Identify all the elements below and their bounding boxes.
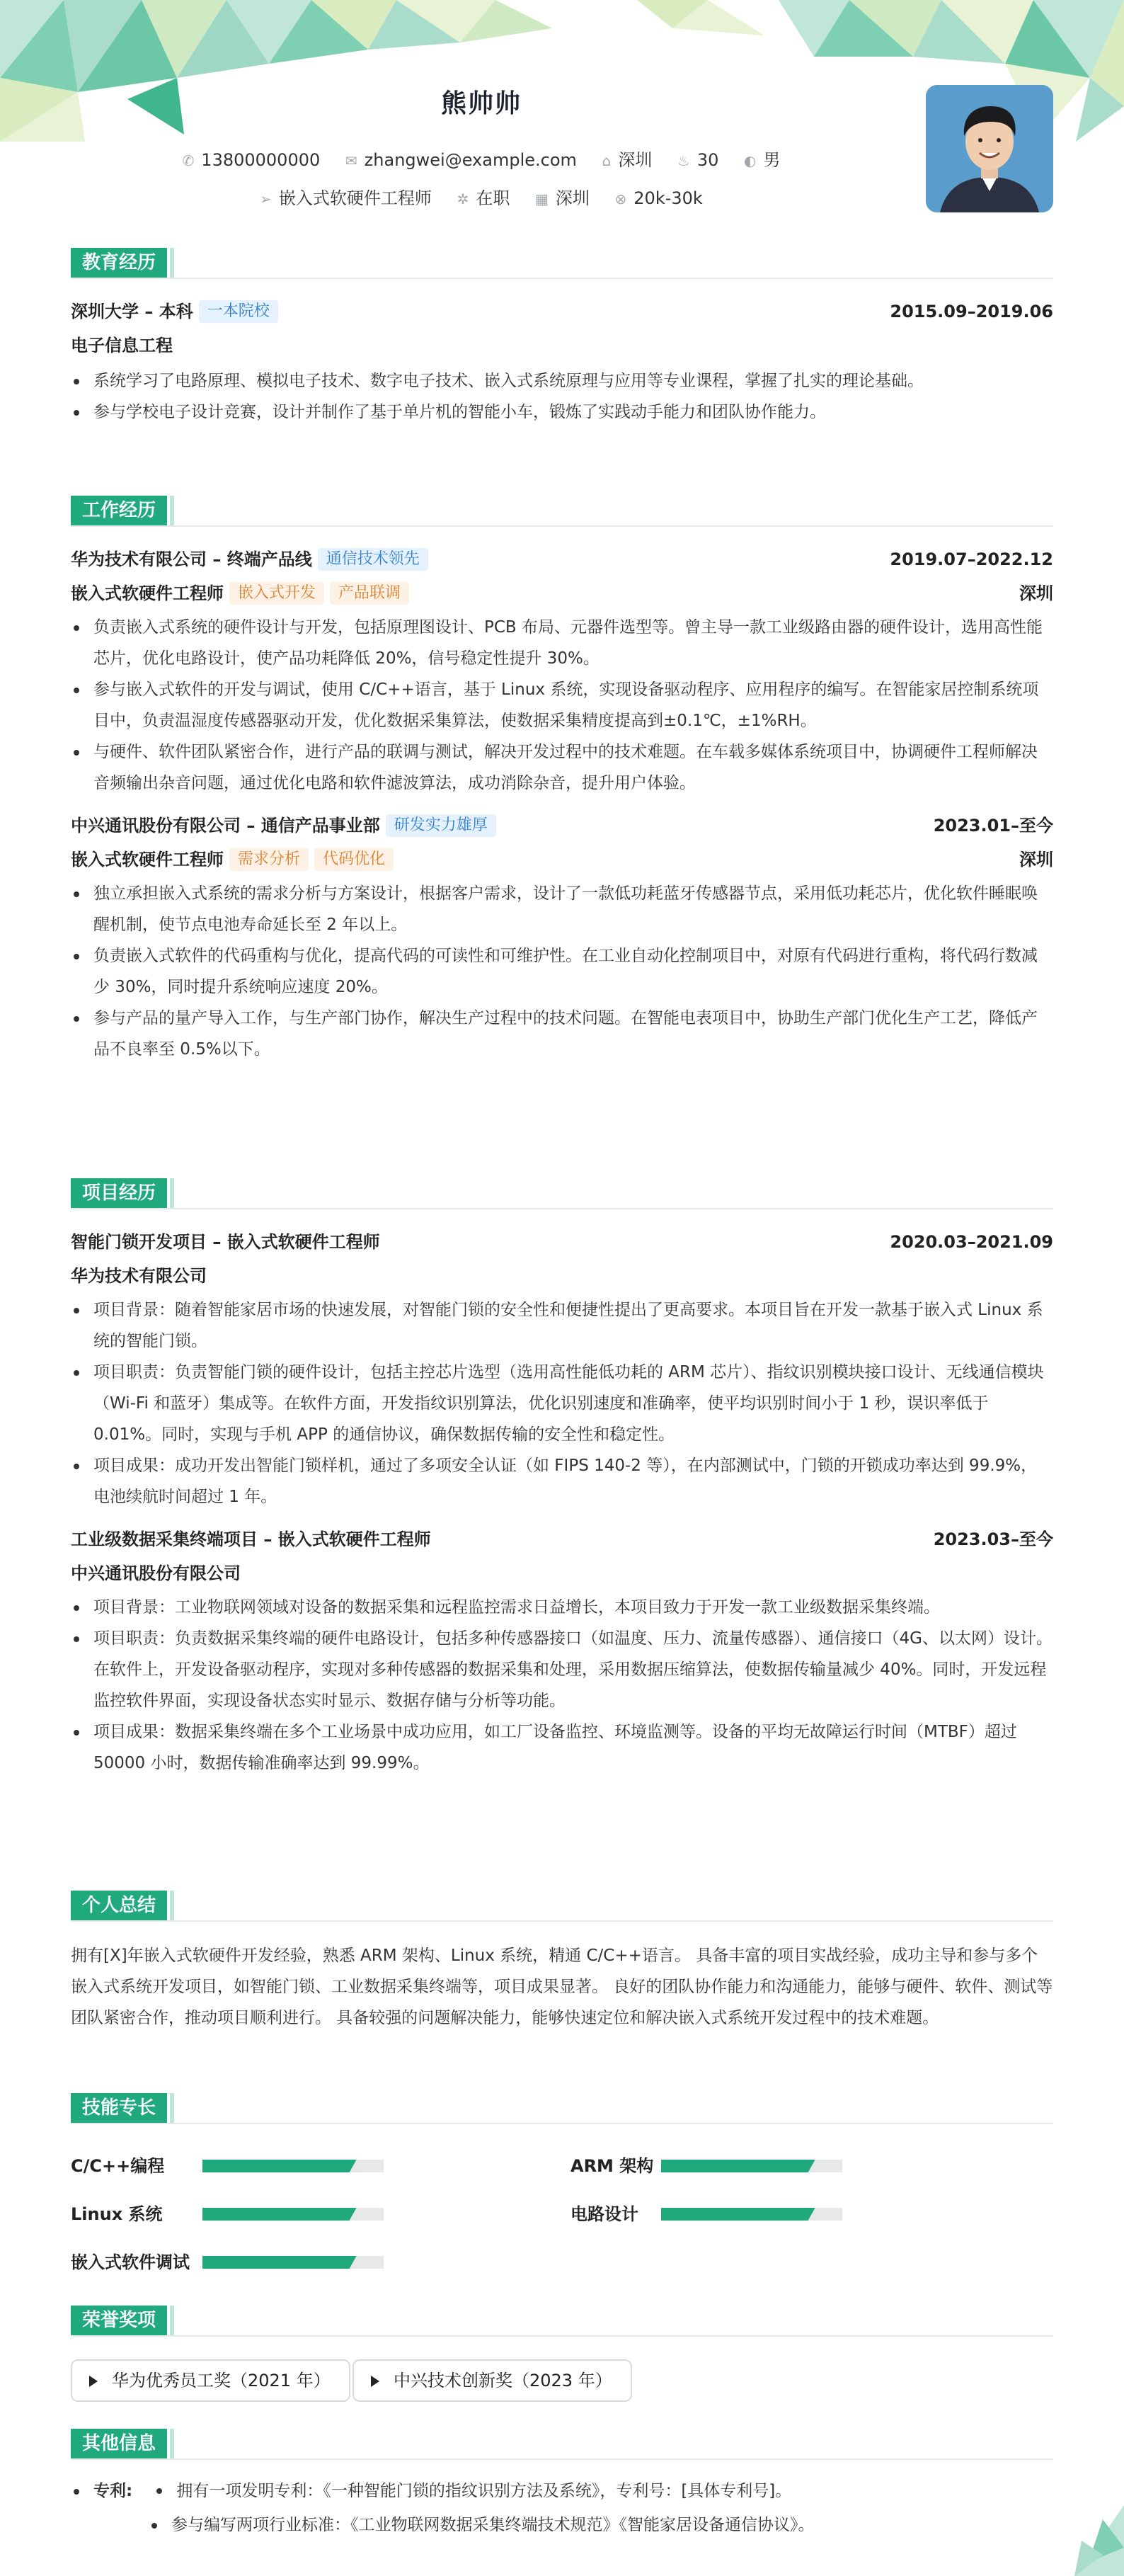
status-item	[457, 184, 510, 209]
skill-name: 嵌入式软件调试	[71, 2252, 190, 2272]
skill-item	[71, 2204, 467, 2225]
job-intention	[71, 184, 892, 209]
skill-name: 电路设计	[570, 2204, 638, 2224]
company-badge: 研发实力雄厚	[386, 814, 496, 837]
phone-icon: ✆	[182, 152, 195, 169]
education-bullets	[71, 365, 1053, 428]
job-role: 嵌入式软硬件工程师	[71, 850, 224, 870]
list-item: 与硬件、软件团队紧密合作，进行产品的联调与测试，解决开发过程中的技术难题。在车载多媒体系统项目中，协调硬件工程师解决音频输出杂音问题，通过优化电路和软件滤波算法，成功消除杂音，提升用户体验。	[71, 736, 1053, 799]
section-title-awards: 荣誉奖项	[71, 2306, 167, 2335]
other-item	[154, 2482, 791, 2500]
work-date: 2023.01–至今	[933, 816, 1053, 836]
skill-bar	[661, 2208, 842, 2221]
list-item: 负责嵌入式软件的代码重构与优化，提高代码的可读性和可维护性。在工业自动化控制项目中，对原有代码进行重构，将代码行数减少 30%，同时提升系统响应速度 20%。	[71, 940, 1053, 1003]
gender-text: 男	[763, 150, 781, 170]
home-icon: ⌂	[602, 152, 612, 169]
skill-bar	[202, 2256, 384, 2269]
corner-decoration	[1060, 2505, 1124, 2576]
list-item: 系统学习了电路原理、模拟电子技术、数字电子技术、嵌入式系统原理与应用等专业课程，掌握了扎实的理论基础。	[71, 365, 1053, 397]
skill-name: ARM 架构	[570, 2156, 654, 2176]
city-item	[602, 146, 653, 171]
other-row	[149, 2509, 991, 2541]
education-section	[71, 248, 1053, 428]
work-city: 深圳	[1019, 850, 1053, 870]
other-label-wrap	[71, 2475, 149, 2507]
work-date: 2019.07–2022.12	[890, 549, 1053, 569]
other-section	[71, 2429, 1053, 2570]
skill-item	[570, 2204, 967, 2225]
skill-bar	[661, 2160, 842, 2172]
age-item	[677, 150, 718, 170]
status-icon: ✲	[457, 190, 469, 207]
play-icon	[89, 2376, 98, 2387]
building-icon: ▦	[534, 190, 549, 207]
age-text: 30	[696, 150, 719, 170]
skill-bar-fill	[661, 2208, 815, 2221]
skill-item	[71, 2252, 467, 2273]
project-company: 华为技术有限公司	[71, 1266, 207, 1286]
gender-item	[744, 146, 780, 171]
skill-tag: 代码优化	[314, 848, 394, 871]
list-item: 项目职责：负责智能门锁的硬件设计，包括主控芯片选型（选用高性能低功耗的 ARM 芯片）、指纹识别模块接口设计、无线通信模块（Wi-Fi 和蓝牙）集成等。在软件方面，开发指纹识别算法，优化识别速度和准确率，使平均识别时间小于 1 秒，误识率低于 0.01%。同时，实现与手机 APP 的通信协议，确保数据传输的安全性和稳定性。	[71, 1357, 1053, 1450]
list-item: 项目成果：成功开发出智能门锁样机，通过了多项安全认证（如 FIPS 140-2 等），在内部测试中，门锁的开锁成功率达到 99.9%，电池续航时间超过 1 年。	[71, 1450, 1053, 1512]
candidate-name: 熊帅帅	[440, 89, 522, 118]
skills-section	[71, 2093, 1053, 2284]
phone-text: 13800000000	[201, 150, 321, 170]
summary-title-row	[71, 1891, 1053, 1922]
school-badge: 一本院校	[199, 300, 278, 323]
project-entry-head	[71, 1228, 1053, 1256]
section-title-summary: 个人总结	[71, 1891, 167, 1920]
target-city-text: 深圳	[555, 188, 590, 208]
list-item: 独立承担嵌入式系统的需求分析与方案设计，根据客户需求，设计了一款低功耗蓝牙传感器节点，采用低功耗芯片，优化软件睡眠唤醒机制，使节点电池寿命延长至 2 年以上。	[71, 878, 1053, 940]
list-item: 参与学校电子设计竞赛，设计并制作了基于单片机的智能小车，锻炼了实践动手能力和团队协作能力。	[71, 397, 1053, 428]
project-title: 工业级数据采集终端项目 – 嵌入式软硬件工程师	[71, 1529, 431, 1549]
work-bullets	[71, 878, 1053, 1065]
awards-section	[71, 2306, 1053, 2412]
award-item	[352, 2359, 632, 2402]
avatar	[926, 85, 1053, 212]
skill-bar-fill	[661, 2160, 815, 2172]
skill-bar	[202, 2208, 384, 2221]
list-item: 负责嵌入式系统的硬件设计与开发，包括原理图设计、PCB 布局、元器件选型等。曾主导一款工业级路由器的硬件设计，选用高性能芯片，优化电路设计，使产品功耗降低 20%，信号稳定性提升 30%。	[71, 612, 1053, 674]
list-item: 项目背景：随着智能家居市场的快速发展，对智能门锁的安全性和便捷性提出了更高要求。本项目旨在开发一款基于嵌入式 Linux 系统的智能门锁。	[71, 1294, 1053, 1357]
target-city-item	[535, 184, 590, 209]
skills-title-row	[71, 2093, 1053, 2124]
education-date: 2015.09–2019.06	[890, 302, 1053, 321]
email-text: zhangwei@example.com	[364, 150, 577, 170]
gender-icon: ◐	[744, 152, 757, 169]
list-item: 项目职责：负责数据采集终端的硬件电路设计，包括多种传感器接口（如温度、压力、流量传感器）、通信接口（4G、以太网）设计。在软件上，开发设备驱动程序，实现对多种传感器的数据采集和处理，采用数据压缩算法，使数据传输量减少 40%。同时，开发远程监控软件界面，实现设备状态实时显示、数据存储与分析等功能。	[71, 1623, 1053, 1716]
job-role: 嵌入式软硬件工程师	[71, 583, 224, 603]
email-item	[345, 150, 577, 170]
list-item: 项目背景：工业物联网领域对设备的数据采集和远程监控需求日益增长，本项目致力于开发一款工业级数据采集终端。	[71, 1592, 1053, 1623]
email-icon: ✉	[345, 152, 357, 169]
skill-bar-fill	[202, 2160, 357, 2172]
education-title-row	[71, 248, 1053, 279]
city-text: 深圳	[618, 150, 653, 170]
skill-bar-fill	[202, 2208, 357, 2221]
list-item: 参与嵌入式软件的开发与调试，使用 C/C++语言，基于 Linux 系统，实现设备驱动程序、应用程序的编写。在智能家居控制系统项目中，负责温湿度传感器驱动开发，优化数据采集算法，使数据采集精度提高到±0.1℃，±1%RH。	[71, 674, 1053, 736]
skill-bar	[202, 2160, 384, 2172]
award-text: 华为优秀员工奖（2021 年）	[112, 2371, 331, 2390]
bullet-dot	[156, 2488, 162, 2494]
summary-text: 拥有[X]年嵌入式软硬件开发经验，熟悉 ARM 架构、Linux 系统，精通 C/C++语言。 具备丰富的项目实战经验，成功主导和参与多个嵌入式系统开发项目，如智能门锁、工业数据采集终端等，项目成果显著。 良好的团队协作能力和沟通能力，能够与硬件、软件、测试等团队紧密合作，推动项目顺利进行。 具备较强的问题解决能力，能够快速定位和解决嵌入式系统开发过程中的技术难题。	[71, 1947, 1053, 2027]
school-name: 深圳大学 – 本科	[71, 302, 193, 321]
section-title-skills: 技能专长	[71, 2093, 167, 2123]
section-title-work: 工作经历	[71, 496, 167, 525]
project-bullets	[71, 1592, 1053, 1779]
skill-item	[71, 2155, 467, 2177]
awards-title-row	[71, 2306, 1053, 2337]
project-bullets	[71, 1294, 1053, 1512]
section-title-projects: 项目经历	[71, 1178, 167, 1208]
major-name: 电子信息工程	[71, 336, 173, 355]
summary-section	[71, 1891, 1053, 2034]
work-title-row	[71, 496, 1053, 527]
phone-item	[183, 150, 321, 170]
skill-name: C/C++编程	[71, 2156, 165, 2176]
send-icon: ➢	[260, 190, 272, 207]
skill-name: Linux 系统	[71, 2204, 163, 2224]
work-city: 深圳	[1019, 583, 1053, 603]
project-entry-head	[71, 1525, 1053, 1554]
project-title: 智能门锁开发项目 – 嵌入式软硬件工程师	[71, 1232, 380, 1252]
work-entry-head	[71, 545, 1053, 574]
other-label: 专利:	[93, 2482, 133, 2500]
company-badge: 通信技术领先	[318, 548, 428, 571]
project-date: 2023.03–至今	[933, 1529, 1053, 1549]
company-name: 中兴通讯股份有限公司 – 通信产品事业部	[71, 816, 380, 836]
skill-tag: 嵌入式开发	[229, 582, 324, 605]
other-title-row	[71, 2429, 1053, 2460]
project-date: 2020.03–2021.09	[890, 1232, 1053, 1252]
bullet-dot	[151, 2523, 157, 2529]
skill-tag: 产品联调	[330, 582, 409, 605]
work-role-row	[71, 579, 1053, 608]
work-section	[71, 496, 1053, 1065]
salary-icon: ⊗	[614, 190, 627, 207]
bullet-dot	[74, 2489, 79, 2495]
other-row	[71, 2475, 991, 2507]
section-title-education: 教育经历	[71, 248, 167, 278]
work-role-row	[71, 845, 1053, 874]
salary-item	[615, 188, 703, 208]
salary-text: 20k-30k	[633, 188, 703, 208]
award-item	[71, 2359, 350, 2402]
company-name: 华为技术有限公司 – 终端产品线	[71, 549, 312, 569]
work-entry-head	[71, 811, 1053, 840]
job-target-item	[260, 184, 432, 209]
skill-bar-fill	[202, 2256, 357, 2269]
contact-info	[71, 146, 892, 171]
projects-section	[71, 1178, 1053, 1779]
projects-title-row	[71, 1178, 1053, 1209]
work-bullets	[71, 612, 1053, 799]
skill-item	[570, 2155, 967, 2177]
cake-icon: ♨	[677, 152, 690, 169]
project-company: 中兴通讯股份有限公司	[71, 1563, 241, 1583]
status-text: 在职	[476, 188, 510, 208]
section-title-other: 其他信息	[71, 2429, 167, 2458]
award-text: 中兴技术创新奖（2023 年）	[394, 2371, 612, 2390]
other-item-text: 拥有一项发明专利：《一种智能门锁的指纹识别方法及系统》，专利号：[具体专利号]。	[176, 2482, 792, 2500]
skill-tag: 需求分析	[229, 848, 309, 871]
list-item: 项目成果：数据采集终端在多个工业场景中成功应用，如工厂设备监控、环境监测等。设备的平均无故障运行时间（MTBF）超过 50000 小时，数据传输准确率达到 99.99%。	[71, 1716, 1053, 1779]
play-icon	[371, 2376, 379, 2387]
other-item-text: 参与编写两项行业标准：《工业物联网数据采集终端技术规范》《智能家居设备通信协议》。	[171, 2516, 815, 2534]
avatar-portrait	[926, 85, 1053, 212]
list-item: 参与产品的量产导入工作，与生产部门协作，解决生产过程中的技术问题。在智能电表项目中，协助生产部门优化生产工艺，降低产品不良率至 0.5%以下。	[71, 1003, 1053, 1065]
job-target-text: 嵌入式软硬件工程师	[278, 188, 432, 208]
education-entry-head	[71, 297, 1053, 326]
